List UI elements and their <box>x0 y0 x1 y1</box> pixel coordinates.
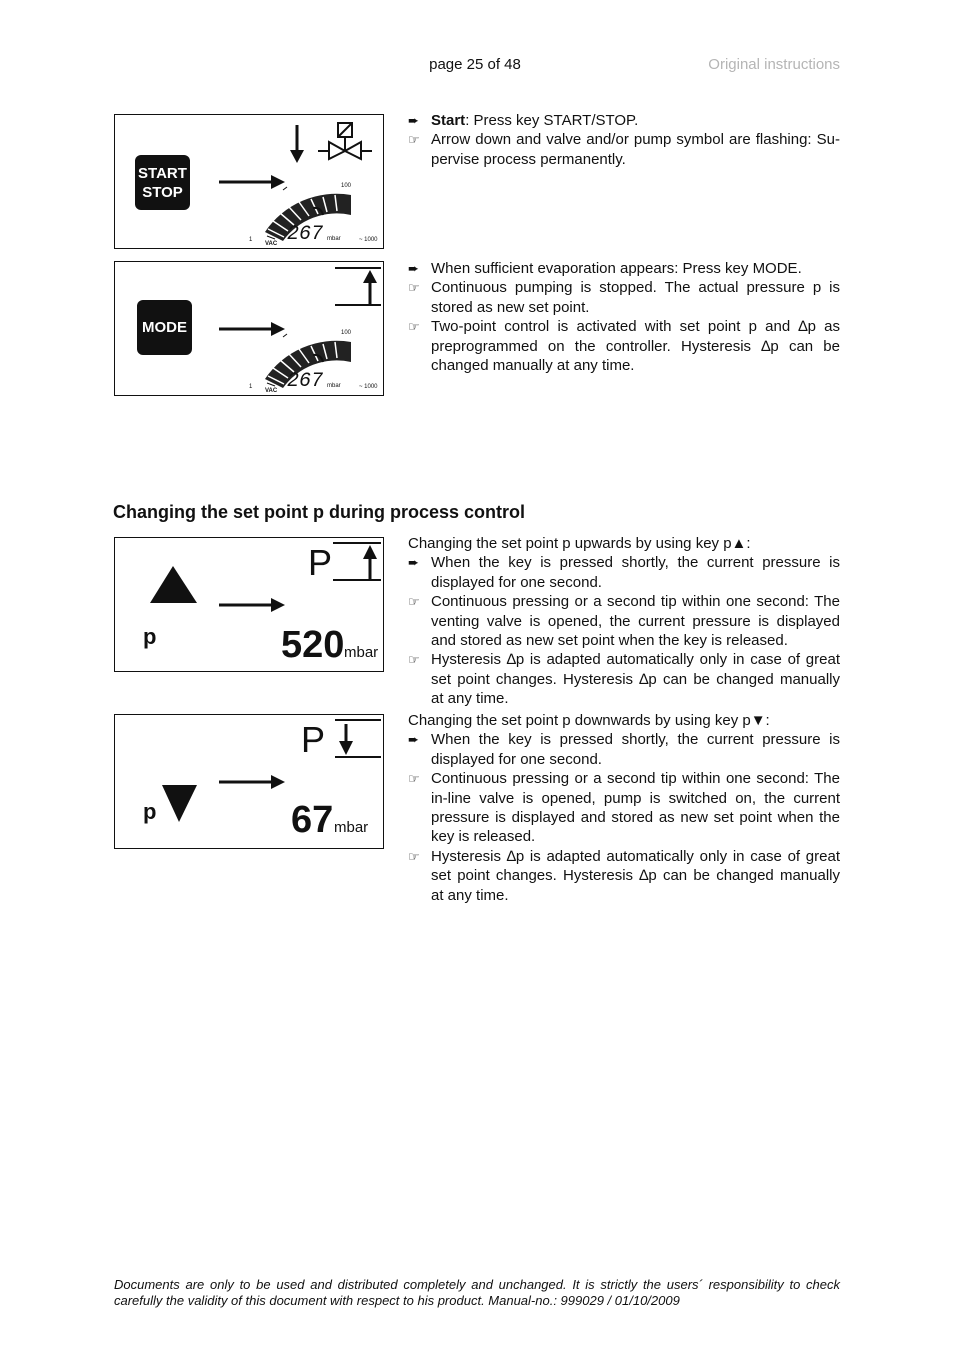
svg-text:~ 1000: ~ 1000 <box>359 237 378 243</box>
start-stop-display-figure <box>114 114 384 249</box>
arrow-marker-icon: ➨ <box>408 555 419 571</box>
svg-text:~ 1000: ~ 1000 <box>359 384 378 390</box>
svg-text:1: 1 <box>249 237 253 243</box>
list-item: ☞ Arrow down and valve and/or pump symbol are flashing: Supervise process permanently. <box>408 131 840 168</box>
arrow-up-icon <box>335 268 381 305</box>
svg-text:mbar: mbar <box>327 383 341 389</box>
arrow-up-icon <box>333 543 381 580</box>
pressure-unit: mbar <box>334 819 369 836</box>
arrow-marker-icon: ➨ <box>408 261 419 276</box>
pressure-key-label: p <box>143 624 157 649</box>
pointing-hand-icon: ☞ <box>408 652 420 668</box>
setpoint-down-instructions <box>408 711 840 905</box>
list-item: ☞ Continuous pressing or a second tip within one second: The venting valve is opened, the current pressure is displayed and stored as new set point when the key is released. <box>408 593 840 650</box>
valve-icon <box>318 123 372 159</box>
section-heading: Changing the set point p during process control <box>113 502 526 522</box>
setpoint-up-display-figure <box>114 537 384 672</box>
arrow-down-icon <box>290 150 304 163</box>
arrow-right-icon <box>271 775 285 789</box>
list-item: ☞ Continuous pumping is stopped. The actual pressure p is stored as new set point. <box>408 279 840 316</box>
list-item: ☞ Hysteresis ∆p is adapted automatically only in case of great set point changes. Hysteresis ∆p can be changed manually at any time. <box>408 651 840 708</box>
list-item: ➨ When sufficient evaporation appears: Press key MODE. <box>408 260 802 277</box>
pressure-unit: mbar <box>344 644 379 661</box>
list-item: ➨ When the key is pressed shortly, the current pressure is displayed for one second. <box>408 554 840 591</box>
start-instructions <box>408 111 840 169</box>
paragraph-intro: Changing the set point p downwards by using key p▼: <box>408 712 770 729</box>
pointing-hand-icon: ☞ <box>408 132 420 148</box>
svg-text:100: 100 <box>341 183 352 189</box>
triangle-up-icon <box>150 566 197 603</box>
page-footer: Documents are only to be used and distributed completely and unchanged. It is strictly the users´ responsibility to check carefully the validity of this document with respect to his product. Manual-no.: 999029 / 01/10/2009 <box>114 1277 840 1308</box>
start-stop-key: START STOP <box>135 155 190 210</box>
pointing-hand-icon: ☞ <box>408 594 420 610</box>
paragraph-intro: Changing the set point p upwards by using key p▲: <box>408 535 751 552</box>
mode-instructions <box>408 259 840 375</box>
triangle-down-icon <box>162 785 197 822</box>
pointing-hand-icon: ☞ <box>408 280 420 296</box>
setpoint-up-instructions <box>408 534 840 709</box>
mode-display-figure <box>114 261 384 396</box>
pressure-key-label: p <box>143 799 157 824</box>
display-value: 267 <box>287 370 324 393</box>
arrow-marker-icon: ➨ <box>408 732 419 748</box>
list-item: ☞ Hysteresis ∆p is adapted automatically only in case of great set point changes. Hysteresis ∆p can be changed manually at any time. <box>408 847 840 904</box>
svg-text:mbar: mbar <box>327 236 341 242</box>
svg-text:VAC: VAC <box>265 388 278 394</box>
pressure-value: 520 <box>281 624 345 666</box>
svg-text:100: 100 <box>341 330 352 336</box>
list-item: ☞ Continuous pressing or a second tip within one second: The in-line valve is opened, pump is switched on, the current pressure is displayed and stored as new set point when the key is released. <box>408 770 840 846</box>
arrow-right-icon <box>271 598 285 612</box>
arrow-marker-icon: ➨ <box>408 113 419 128</box>
svg-text:1: 1 <box>249 384 253 390</box>
pointing-hand-icon: ☞ <box>408 771 420 787</box>
mode-key: MODE <box>137 300 192 355</box>
svg-text:VAC: VAC <box>265 241 278 247</box>
list-item: ➨ Start: Press key START/STOP. <box>408 112 639 129</box>
setpoint-label: P <box>301 719 326 760</box>
arrow-right-icon <box>271 322 285 336</box>
setpoint-down-display-figure <box>114 714 384 849</box>
pointing-hand-icon: ☞ <box>408 848 420 864</box>
list-item: ➨ When the key is pressed shortly, the current pressure is displayed for one second. <box>408 731 840 768</box>
arrow-right-icon <box>271 175 285 189</box>
setpoint-label: P <box>308 542 333 583</box>
display-value: 267 <box>287 223 324 246</box>
pointing-hand-icon: ☞ <box>408 319 420 335</box>
pressure-value: 67 <box>291 799 334 841</box>
arrow-down-icon <box>335 720 381 757</box>
page-number: page 25 of 48 <box>429 56 521 73</box>
document-type-label: Original instructions <box>708 56 840 73</box>
list-item: ☞ Two-point control is activated with set point p and ∆p as preprogrammed on the controller. Hysteresis ∆p can be changed manually at any time. <box>408 318 840 375</box>
